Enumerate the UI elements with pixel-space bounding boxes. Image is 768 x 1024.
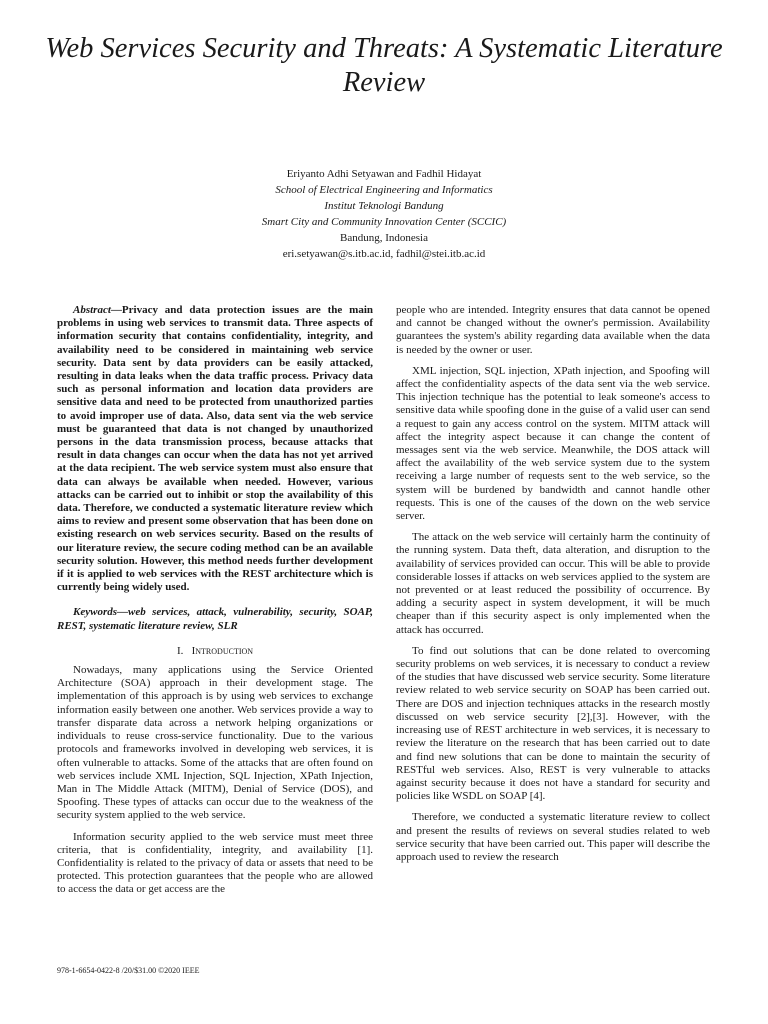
section-title: Introduction <box>191 644 254 657</box>
left-column <box>57 304 373 905</box>
keywords: Keywords—web services, attack, vulnerability, security, SOAP, REST, systematic literature review, SLR <box>57 606 373 632</box>
author-emails[interactable]: eri.setyawan@s.itb.ac.id, fadhil@stei.itb.ac.id <box>282 248 486 260</box>
abstract: Abstract—Privacy and data protection issues are the main problems in using web services to transmit data. Three aspects of information security that contains confidentiality, integrity, and availability need to be considered in maintaining web service security. Data sent by data providers can be easily attacked, resulting in data leaks when the data traffic process. Privacy data such as personal information and location data providers are sensitive data and need to be protected from unauthorized parties to avoid improper use of data. Also, data sent via the web service must be guaranteed that data is not changed by unauthorized persons in the data transmission process, because attacks that result in data changes can occur when the data has not yet arrived at the data recipient. The web service system must also ensure that data can always be available when needed. However, various attacks can be carried out to inhibit or stop the availability of this data. Therefore, we conducted a systematic literature review which aims to review and present some observation that has been done on existing research on web services security. Based on the results of our literature review, the secure coding method can be an available security solution. However, this method needs further development if it is applied to web services with the REST architecture which is currently being widely used. <box>57 304 373 594</box>
paragraph: people who are intended. Integrity ensures that data cannot be opened and cannot be changed without the owner's permission. Availability guarantees the system's ability regarding data available when the data is needed by the owner or user. <box>396 304 710 356</box>
author-location: Bandung, Indonesia <box>340 232 428 244</box>
paragraph: Information security applied to the web service must meet three criteria, that is confidentiality, integrity, and availability [1]. Confidentiality is related to the privacy of data or assets that need to be protected. This protection guarantees that the people who are allowed to access the data or get access are the <box>57 830 373 896</box>
paragraph: To find out solutions that can be done related to overcoming security problems on web services, it is necessary to conduct a review of the studies that have discussed web service security. Some literature review related to web service security on SOAP has been carried out. There are DOS and injection techniques attacks in the research mostly discussed on web service security [2],[3]. However, with the increasing use of REST architecture in web services, it is necessary to review the literature on the research that has been carried out to date and find new solutions that can be done to maintain the security of RESTful web services. Also, REST is very vulnerable to attacks against security because it does not have a standard for security and policies like WSDL on SOAP [4]. <box>396 644 710 803</box>
section-number: I. <box>176 644 184 657</box>
author-names: Eriyanto Adhi Setyawan and Fadhil Hidayat <box>286 168 482 180</box>
section-heading-introduction <box>57 645 373 658</box>
copyright-footer: 978-1-6654-0422-8 /20/$31.00 ©2020 IEEE <box>57 966 200 975</box>
paragraph: Therefore, we conducted a systematic literature review to collect and present the results of reviews on several studies related to web service security that have been carried out. This paper will describe the approach used to review the research <box>396 811 710 863</box>
paragraph: The attack on the web service will certainly harm the continuity of the running system. Data theft, data alteration, and disruption to the availability of services provided can occur. This will be able to provide considerable losses if attacks on web services applied to the system are not prevented or at least reduced the possibility of occurrence. By adding a security aspect in system development, it will be much cheaper than if this security aspect is only implemented when the attack has occurred. <box>396 531 710 636</box>
paper-title: Web Services Security and Threats: A Systematic Literature Review <box>45 33 723 98</box>
abstract-text: Privacy and data protection issues are the main problems in using web services to transmit data. Three aspects of information security that contains confidentiality, integrity, and availability need to be considered in maintaining web service security. Data sent by data providers can be easily attacked, resulting in data leaks when the data traffic process. Privacy data such as personal information and location data providers are sensitive data and need to be protected from unauthorized parties to avoid improper use of data. Also, data sent via the web service must be guaranteed that data is not changed by unauthorized persons in the data transmission process, because attacks that result in data changes can occur when the data has not yet arrived at the data recipient. The web service system must also ensure that data can always be available when needed. However, various attacks can be carried out to inhibit or stop the availability of this data. Therefore, we conducted a systematic literature review which aims to review and present some observation that has been done on existing research on web services security. Based on the results of our literature review, the secure coding method can be an available security solution. However, this method needs further development if it is applied to web services with the REST architecture which is currently being widely used. <box>57 304 373 594</box>
author-block <box>100 166 668 262</box>
right-column <box>396 304 710 872</box>
paragraph: Nowadays, many applications using the Service Oriented Architecture (SOA) approach in their development stage. The implementation of this approach is by using web services to exchange information easily between one another. Web services provide a way to transfer disparate data across a network helping organizations or individuals to reuse cross-service functionality. Due to the various protocols and frameworks involved in developing web services, it is often vulnerable to attacks. Some of the attacks that are often found on web services include XML Injection, SQL Injection, XPath Injection, Man in The Middle Attack (MITM), Denial of Service (DOS), and Spoofing. These types of attacks can occur due to the weakness of the security system applied to the web service. <box>57 664 373 822</box>
author-institution: Institut Teknologi Bandung <box>324 200 444 212</box>
keywords-text: web services, attack, vulnerability, security, SOAP, REST, systematic literature review, SLR <box>57 606 373 632</box>
keywords-label: Keywords <box>73 606 117 619</box>
paragraph: XML injection, SQL injection, XPath injection, and Spoofing will affect the confidentiality aspects of the data sent via the web service. This injection technique has the potential to leak someone's access to sensitive data while spoofing done in the guise of a valid user can send a request to gain any access control on the system. MITM attack will affect the integrity aspect because it can change the content of messages sent via the web service. Meanwhile, the DOS attack will affect the availability of the web service system due to the system receiving a large number of requests sent to the web service, so the system will be burdened by bandwidth and cannot handle other requests. This is one of the causes of the down on the web service server. <box>396 364 710 523</box>
author-affiliation: School of Electrical Engineering and Informatics <box>275 184 493 196</box>
abstract-label: Abstract <box>73 304 111 316</box>
author-center: Smart City and Community Innovation Center (SCCIC) <box>261 216 507 228</box>
